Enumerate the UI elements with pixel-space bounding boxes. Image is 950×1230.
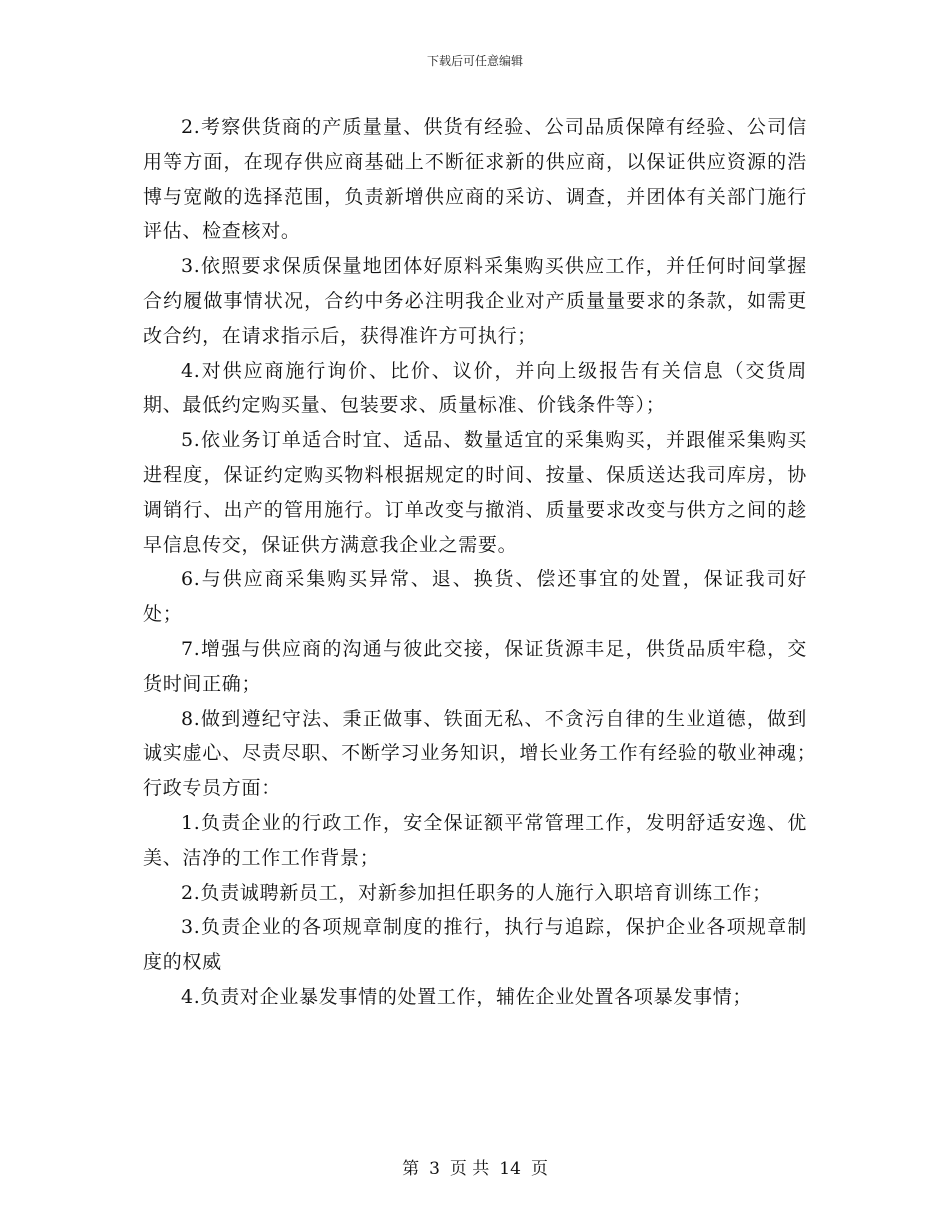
- paragraph-supplier-communication: 7.增强与供应商的沟通与彼此交接，保证货源丰足，供货品质牢稳，交货时间正确；: [143, 637, 807, 695]
- paragraph-admin-work: 1.负责企业的行政工作，安全保证额平常管理工作，发明舒适安逸、优美、洁净的工作工作背景；: [143, 811, 807, 869]
- paragraph-order-followup: 5.依业务订单适合时宜、适品、数量适宜的采集购买，并跟催采集购买进程度，保证约定购买物料根据规定的时间、按量、保质送达我司库房，协调销行、出产的管用施行。订单改变与撤消、质量要求改变与供方之间的趁早信息传交，保证供方满意我企业之需要。: [143, 429, 807, 556]
- paragraph-recruitment: 2.负责诚聘新员工，对新参加担任职务的人施行入职培育训练工作；: [181, 881, 772, 904]
- paragraph-exception-handling: 6.与供应商采集购买异常、退、换货、偿还事宜的处置，保证我司好处；: [143, 568, 807, 626]
- footer-total-pages: 14: [499, 1159, 521, 1179]
- footer-middle: 页 共: [449, 1159, 490, 1179]
- footer-suffix: 页: [530, 1159, 548, 1179]
- paragraph-emergency-handling: 4.负责对企业暴发事情的处置工作，辅佐企业处置各项暴发事情；: [181, 985, 753, 1008]
- footer-current-page: 3: [429, 1159, 440, 1179]
- paragraph-inquiry-pricing: 4.对供应商施行询价、比价、议价，并向上级报告有关信息（交货周期、最低约定购买量、包装要求、质量标准、价钱条件等）；: [143, 359, 807, 417]
- paragraph-professional-ethics: 8.做到遵纪守法、秉正做事、铁面无私、不贪污自律的生业道德，做到诚实虚心、尽责尽职、不断学习业务知识，增长业务工作有经验的敬业神魂； 行政专员方面：: [143, 707, 867, 800]
- header-note: 下载后可任意编辑: [426, 54, 523, 68]
- body-text: [143, 110, 867, 1015]
- footer-prefix: 第: [402, 1159, 420, 1179]
- paragraph-regulations: 3.负责企业的各项规章制度的推行，执行与追踪，保护企业各项规章制度的权威: [143, 916, 807, 974]
- paragraph-supplier-evaluation: 2.考察供货商的产质量量、供货有经验、公司品质保障有经验、公司信用等方面，在现存供应商基础上不断征求新的供应商，以保证供应资源的浩博与宽敞的选择范围，负责新增供应商的采访、调查，并团体有关部门施行评估、检查核对。: [143, 116, 807, 243]
- page-footer: [0, 1154, 950, 1179]
- paragraph-material-supply: 3.依照要求保质保量地团体好原料采集购买供应工作，并任何时间掌握合约履做事情状况，合约中务必注明我企业对产质量量要求的条款，如需更改合约，在请求指示后，获得准许方可执行；: [143, 255, 807, 347]
